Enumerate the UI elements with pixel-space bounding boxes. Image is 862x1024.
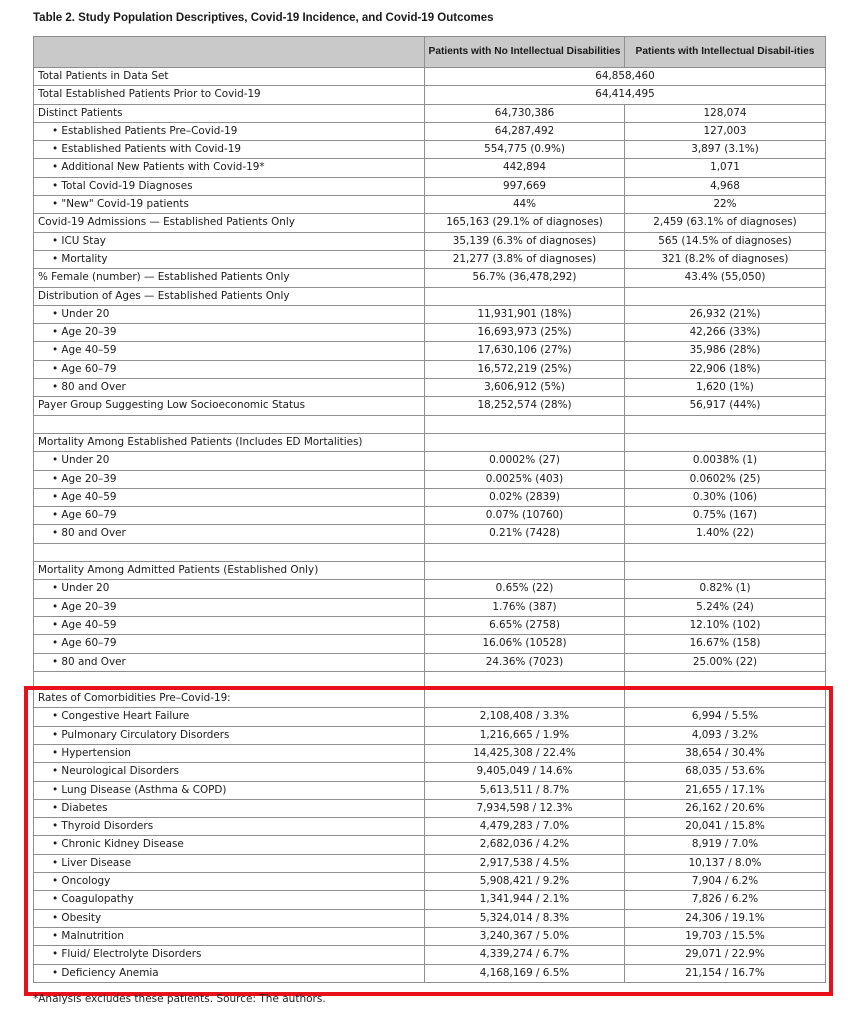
table-row bbox=[34, 488, 826, 506]
value-id: 12.10% (102) bbox=[625, 616, 826, 634]
value-no-id: 4,168,169 / 6.5% bbox=[425, 964, 625, 982]
table-row bbox=[34, 250, 826, 268]
value-no-id: 5,324,014 / 8.3% bbox=[425, 909, 625, 927]
value-id: 10,137 / 8.0% bbox=[625, 854, 826, 872]
value-id: 42,266 (33%) bbox=[625, 324, 826, 342]
table-row bbox=[34, 324, 826, 342]
row-label bbox=[34, 671, 425, 689]
row-label: • Age 60–79 bbox=[34, 507, 425, 525]
value-no-id: 11,931,901 (18%) bbox=[425, 305, 625, 323]
row-label: Distribution of Ages — Established Patients Only bbox=[34, 287, 425, 305]
row-label: • Age 60–79 bbox=[34, 635, 425, 653]
row-label: • Under 20 bbox=[34, 580, 425, 598]
value-id: 29,071 / 22.9% bbox=[625, 946, 826, 964]
value-id: 25.00% (22) bbox=[625, 653, 826, 671]
row-label: • Established Patients with Covid-19 bbox=[34, 141, 425, 159]
row-label: • Thyroid Disorders bbox=[34, 818, 425, 836]
value-id: 22% bbox=[625, 196, 826, 214]
value-no-id: 14,425,308 / 22.4% bbox=[425, 744, 625, 762]
row-label bbox=[34, 415, 425, 433]
value-id bbox=[625, 690, 826, 708]
value-id: 1,620 (1%) bbox=[625, 379, 826, 397]
value-no-id: 17,630,106 (27%) bbox=[425, 342, 625, 360]
row-label: • Malnutrition bbox=[34, 927, 425, 945]
row-label: • Fluid/ Electrolyte Disorders bbox=[34, 946, 425, 964]
table-row bbox=[34, 635, 826, 653]
table-row bbox=[34, 360, 826, 378]
table-row bbox=[34, 415, 826, 433]
value-no-id: 18,252,574 (28%) bbox=[425, 397, 625, 415]
value-no-id bbox=[425, 671, 625, 689]
row-label: % Female (number) — Established Patients Only bbox=[34, 269, 425, 287]
row-label: • Oncology bbox=[34, 873, 425, 891]
table-row bbox=[34, 781, 826, 799]
value-id: 128,074 bbox=[625, 104, 826, 122]
value-no-id bbox=[425, 543, 625, 561]
table-row bbox=[34, 452, 826, 470]
value-no-id: 5,613,511 / 8.7% bbox=[425, 781, 625, 799]
table-row bbox=[34, 891, 826, 909]
column-header-no-id: Patients with No Intellectual Disabilities bbox=[425, 37, 625, 68]
row-label: • Lung Disease (Asthma & COPD) bbox=[34, 781, 425, 799]
value-no-id: 2,917,538 / 4.5% bbox=[425, 854, 625, 872]
value-no-id: 0.07% (10760) bbox=[425, 507, 625, 525]
value-id: 0.0602% (25) bbox=[625, 470, 826, 488]
value-id: 5.24% (24) bbox=[625, 598, 826, 616]
value-no-id: 21,277 (3.8% of diagnoses) bbox=[425, 250, 625, 268]
value-no-id: 4,339,274 / 6.7% bbox=[425, 946, 625, 964]
value-id: 0.82% (1) bbox=[625, 580, 826, 598]
value-no-id: 64,730,386 bbox=[425, 104, 625, 122]
row-label: • ICU Stay bbox=[34, 232, 425, 250]
table-row bbox=[34, 122, 826, 140]
table-row bbox=[34, 946, 826, 964]
table-row bbox=[34, 744, 826, 762]
table-row bbox=[34, 616, 826, 634]
table-row bbox=[34, 562, 826, 580]
row-label bbox=[34, 543, 425, 561]
value-no-id: 35,139 (6.3% of diagnoses) bbox=[425, 232, 625, 250]
table-row bbox=[34, 598, 826, 616]
value-no-id bbox=[425, 690, 625, 708]
row-label: • Liver Disease bbox=[34, 854, 425, 872]
value-id bbox=[625, 415, 826, 433]
value-no-id: 0.0025% (403) bbox=[425, 470, 625, 488]
value-id bbox=[625, 671, 826, 689]
value-no-id: 0.65% (22) bbox=[425, 580, 625, 598]
value-no-id: 9,405,049 / 14.6% bbox=[425, 763, 625, 781]
value-no-id: 4,479,283 / 7.0% bbox=[425, 818, 625, 836]
table-row bbox=[34, 543, 826, 561]
value-no-id: 2,108,408 / 3.3% bbox=[425, 708, 625, 726]
table-row bbox=[34, 580, 826, 598]
value-id: 26,932 (21%) bbox=[625, 305, 826, 323]
value-id: 1,071 bbox=[625, 159, 826, 177]
value-id: 4,968 bbox=[625, 177, 826, 195]
data-table bbox=[33, 36, 826, 983]
table-row bbox=[34, 818, 826, 836]
merged-value: 64,414,495 bbox=[425, 86, 826, 104]
row-label: Total Established Patients Prior to Covid-19 bbox=[34, 86, 425, 104]
value-id bbox=[625, 287, 826, 305]
value-no-id: 24.36% (7023) bbox=[425, 653, 625, 671]
value-id: 0.75% (167) bbox=[625, 507, 826, 525]
value-no-id: 997,669 bbox=[425, 177, 625, 195]
value-id: 68,035 / 53.6% bbox=[625, 763, 826, 781]
row-label: • 80 and Over bbox=[34, 653, 425, 671]
value-no-id: 0.0002% (27) bbox=[425, 452, 625, 470]
table-row bbox=[34, 873, 826, 891]
row-label: • Mortality bbox=[34, 250, 425, 268]
row-label: Distinct Patients bbox=[34, 104, 425, 122]
value-no-id bbox=[425, 562, 625, 580]
row-label: • Obesity bbox=[34, 909, 425, 927]
row-label: • Under 20 bbox=[34, 452, 425, 470]
row-label: • 80 and Over bbox=[34, 525, 425, 543]
value-no-id: 64,287,492 bbox=[425, 122, 625, 140]
row-label: • Additional New Patients with Covid-19* bbox=[34, 159, 425, 177]
table-row bbox=[34, 214, 826, 232]
footnote: *Analysis excludes these patients. Source: The authors. bbox=[33, 993, 326, 1005]
table-row bbox=[34, 269, 826, 287]
row-label: • Established Patients Pre–Covid-19 bbox=[34, 122, 425, 140]
row-label: • 80 and Over bbox=[34, 379, 425, 397]
table-row bbox=[34, 305, 826, 323]
value-id bbox=[625, 562, 826, 580]
value-id: 0.30% (106) bbox=[625, 488, 826, 506]
value-id: 16.67% (158) bbox=[625, 635, 826, 653]
row-label: • Total Covid-19 Diagnoses bbox=[34, 177, 425, 195]
value-id: 0.0038% (1) bbox=[625, 452, 826, 470]
value-id: 8,919 / 7.0% bbox=[625, 836, 826, 854]
value-id: 2,459 (63.1% of diagnoses) bbox=[625, 214, 826, 232]
value-no-id: 44% bbox=[425, 196, 625, 214]
table-row bbox=[34, 104, 826, 122]
value-id bbox=[625, 433, 826, 451]
row-label: • Under 20 bbox=[34, 305, 425, 323]
value-no-id: 56.7% (36,478,292) bbox=[425, 269, 625, 287]
row-label: • Neurological Disorders bbox=[34, 763, 425, 781]
row-label: • Age 20–39 bbox=[34, 324, 425, 342]
row-label: Total Patients in Data Set bbox=[34, 68, 425, 86]
value-no-id: 2,682,036 / 4.2% bbox=[425, 836, 625, 854]
row-label: • Age 60–79 bbox=[34, 360, 425, 378]
table-row bbox=[34, 141, 826, 159]
value-no-id: 6.65% (2758) bbox=[425, 616, 625, 634]
table-row bbox=[34, 708, 826, 726]
value-no-id: 3,606,912 (5%) bbox=[425, 379, 625, 397]
table-row bbox=[34, 232, 826, 250]
value-no-id: 1,341,944 / 2.1% bbox=[425, 891, 625, 909]
table-row bbox=[34, 159, 826, 177]
column-header-id: Patients with Intellectual Disabil-ities bbox=[625, 37, 826, 68]
table-row bbox=[34, 909, 826, 927]
table-row bbox=[34, 470, 826, 488]
row-label: • Age 40–59 bbox=[34, 342, 425, 360]
table-row bbox=[34, 854, 826, 872]
table-row bbox=[34, 653, 826, 671]
value-id: 6,994 / 5.5% bbox=[625, 708, 826, 726]
value-no-id: 1.76% (387) bbox=[425, 598, 625, 616]
value-no-id: 442,894 bbox=[425, 159, 625, 177]
value-id: 7,904 / 6.2% bbox=[625, 873, 826, 891]
table-row bbox=[34, 287, 826, 305]
value-no-id bbox=[425, 433, 625, 451]
row-label: • Coagulopathy bbox=[34, 891, 425, 909]
row-label: • Chronic Kidney Disease bbox=[34, 836, 425, 854]
table-row bbox=[34, 671, 826, 689]
table-row bbox=[34, 177, 826, 195]
value-id: 19,703 / 15.5% bbox=[625, 927, 826, 945]
value-id: 127,003 bbox=[625, 122, 826, 140]
table-row-total-patients bbox=[34, 68, 826, 86]
table-row bbox=[34, 379, 826, 397]
table-row bbox=[34, 763, 826, 781]
value-id: 321 (8.2% of diagnoses) bbox=[625, 250, 826, 268]
value-no-id: 0.21% (7428) bbox=[425, 525, 625, 543]
row-label: Payer Group Suggesting Low Socioeconomic Status bbox=[34, 397, 425, 415]
row-label: • Congestive Heart Failure bbox=[34, 708, 425, 726]
value-no-id: 0.02% (2839) bbox=[425, 488, 625, 506]
value-id: 56,917 (44%) bbox=[625, 397, 826, 415]
value-id bbox=[625, 543, 826, 561]
table-header-row bbox=[34, 37, 826, 68]
table-row-total-established bbox=[34, 86, 826, 104]
value-id: 43.4% (55,050) bbox=[625, 269, 826, 287]
table-row bbox=[34, 507, 826, 525]
row-label: • Age 20–39 bbox=[34, 470, 425, 488]
value-no-id: 16.06% (10528) bbox=[425, 635, 625, 653]
value-no-id: 3,240,367 / 5.0% bbox=[425, 927, 625, 945]
value-no-id: 5,908,421 / 9.2% bbox=[425, 873, 625, 891]
table-row bbox=[34, 196, 826, 214]
value-no-id: 1,216,665 / 1.9% bbox=[425, 726, 625, 744]
table-row bbox=[34, 397, 826, 415]
value-id: 3,897 (3.1%) bbox=[625, 141, 826, 159]
row-label: • Age 40–59 bbox=[34, 488, 425, 506]
value-id: 565 (14.5% of diagnoses) bbox=[625, 232, 826, 250]
table-row bbox=[34, 799, 826, 817]
value-no-id bbox=[425, 415, 625, 433]
table-row bbox=[34, 690, 826, 708]
row-label: • Deficiency Anemia bbox=[34, 964, 425, 982]
table-row bbox=[34, 836, 826, 854]
value-no-id: 165,163 (29.1% of diagnoses) bbox=[425, 214, 625, 232]
table-row bbox=[34, 964, 826, 982]
value-id: 38,654 / 30.4% bbox=[625, 744, 826, 762]
table-row bbox=[34, 726, 826, 744]
value-id: 4,093 / 3.2% bbox=[625, 726, 826, 744]
value-id: 7,826 / 6.2% bbox=[625, 891, 826, 909]
table-row bbox=[34, 342, 826, 360]
value-no-id: 16,572,219 (25%) bbox=[425, 360, 625, 378]
table-caption: Table 2. Study Population Descriptives, Covid-19 Incidence, and Covid-19 Outcomes bbox=[33, 12, 494, 24]
row-label: Mortality Among Established Patients (Includes ED Mortalities) bbox=[34, 433, 425, 451]
value-id: 22,906 (18%) bbox=[625, 360, 826, 378]
value-id: 1.40% (22) bbox=[625, 525, 826, 543]
value-id: 21,655 / 17.1% bbox=[625, 781, 826, 799]
table-row bbox=[34, 525, 826, 543]
value-id: 35,986 (28%) bbox=[625, 342, 826, 360]
row-label: • Pulmonary Circulatory Disorders bbox=[34, 726, 425, 744]
table-row bbox=[34, 433, 826, 451]
value-id: 26,162 / 20.6% bbox=[625, 799, 826, 817]
row-label: • Diabetes bbox=[34, 799, 425, 817]
table-row bbox=[34, 927, 826, 945]
row-label: • Age 40–59 bbox=[34, 616, 425, 634]
row-label: • Hypertension bbox=[34, 744, 425, 762]
row-label: Mortality Among Admitted Patients (Established Only) bbox=[34, 562, 425, 580]
row-label: Rates of Comorbidities Pre–Covid-19: bbox=[34, 690, 425, 708]
value-no-id bbox=[425, 287, 625, 305]
value-id: 21,154 / 16.7% bbox=[625, 964, 826, 982]
value-no-id: 16,693,973 (25%) bbox=[425, 324, 625, 342]
value-no-id: 554,775 (0.9%) bbox=[425, 141, 625, 159]
value-id: 24,306 / 19.1% bbox=[625, 909, 826, 927]
row-label: Covid-19 Admissions — Established Patients Only bbox=[34, 214, 425, 232]
row-label: • "New" Covid-19 patients bbox=[34, 196, 425, 214]
row-label: • Age 20–39 bbox=[34, 598, 425, 616]
header-blank-cell bbox=[34, 37, 425, 68]
value-id: 20,041 / 15.8% bbox=[625, 818, 826, 836]
value-no-id: 7,934,598 / 12.3% bbox=[425, 799, 625, 817]
merged-value: 64,858,460 bbox=[425, 68, 826, 86]
